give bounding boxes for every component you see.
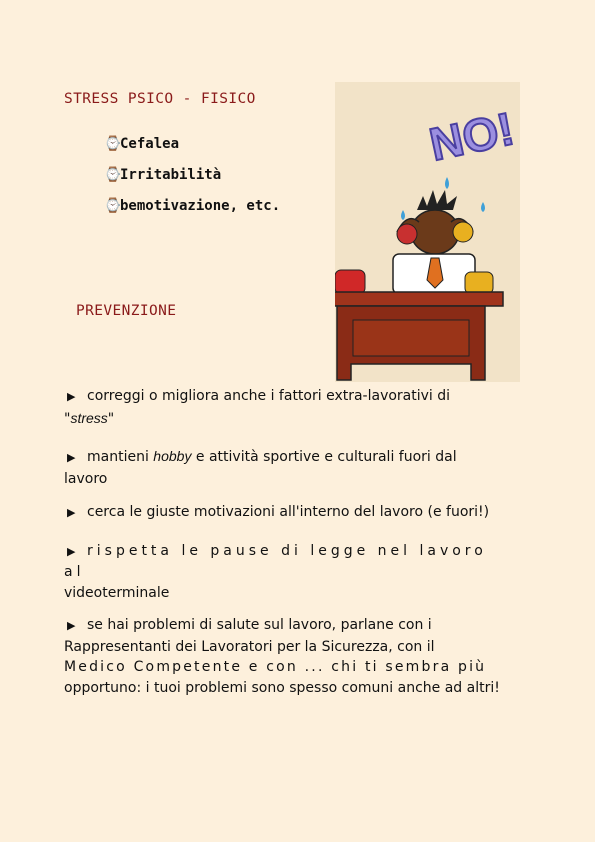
arrow-right-icon: ▶ [67,619,76,632]
list-item: ▶ correggi o migliora anche i fattori extra-lavorativi di "stress" [64,388,451,427]
arrow-right-icon: ▶ [67,506,76,519]
symptom-item [104,167,280,198]
symptom-item [104,198,280,229]
list-item: ▶ cerca le giuste motivazioni all'interno del lavoro (e fuori!) [64,502,500,524]
symptom-item [104,136,280,167]
arrow-right-icon: ▶ [67,451,76,464]
stressed-worker-illustration [335,82,520,382]
arrow-right-icon: ▶ [67,544,76,558]
stress-title: STRESS PSICO - FISICO [64,91,256,107]
clock-icon: ⌚ [104,136,122,152]
clock-icon: ⌚ [104,167,122,183]
prevention-list [64,386,500,698]
symptom-label: Irritabilità [120,167,222,183]
symptom-label: bemotivazione, etc. [120,198,281,214]
arrow-right-icon: ▶ [67,390,76,403]
list-item: ▶ rispetta le pause di legge nel lavoro al videoterminale [64,542,487,601]
list-item: ▶ se hai problemi di salute sul lavoro, parlane con i Rappresentanti dei Lavoratori per la Sicurezza, con il Medico Competente e con ... chi ti sembra più opportuno: i tuoi problemi sono spesso comuni anche ad altri! [64,617,500,696]
prevention-title: PREVENZIONE [76,303,177,319]
symptom-list [104,136,280,229]
list-item: ▶ mantieni hobby e attività sportive e culturali fuori dal lavoro [64,448,457,487]
clock-icon: ⌚ [104,198,122,214]
no-sign-text: NO! [425,102,519,171]
symptom-label: Cefalea [120,136,180,152]
